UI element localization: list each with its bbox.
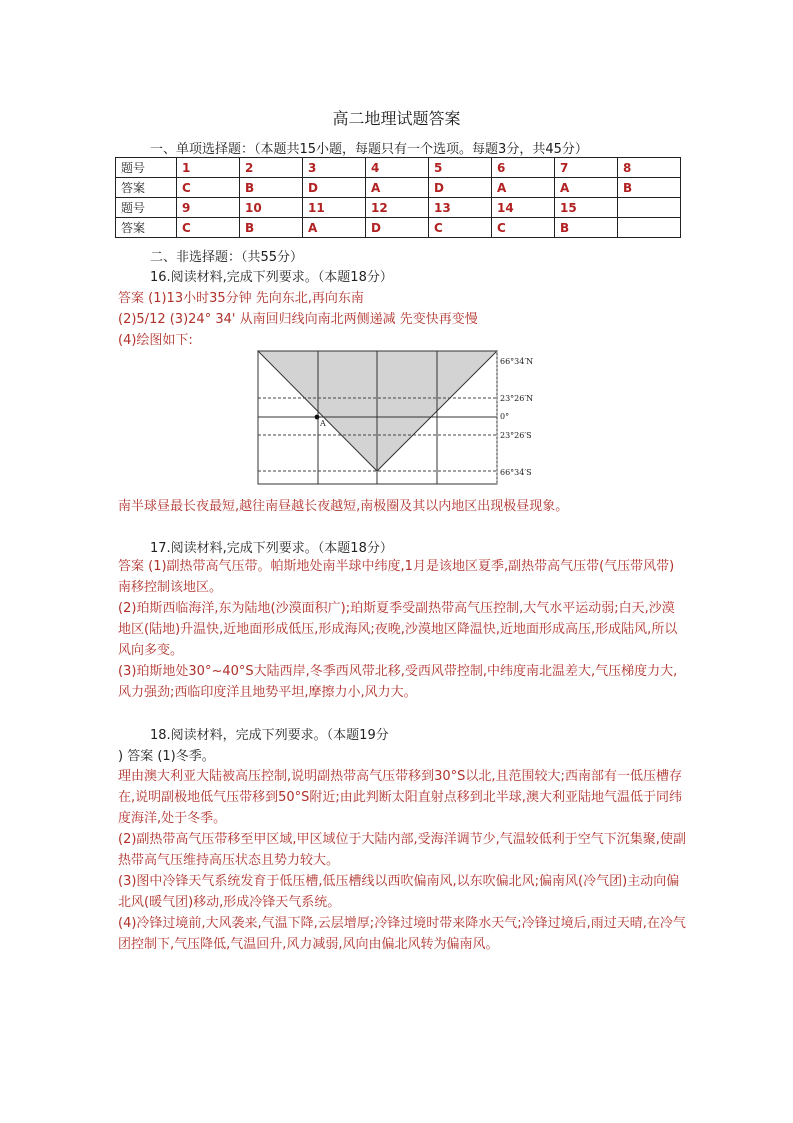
table-cell: 12 — [366, 198, 429, 218]
table-cell — [618, 218, 681, 238]
table-cell: 5 — [429, 158, 492, 178]
point-a-label: A — [320, 419, 326, 428]
table-cell: 3 — [303, 158, 366, 178]
table-cell: C — [429, 218, 492, 238]
table-cell: A — [555, 178, 618, 198]
point-a — [315, 415, 320, 420]
table-cell: B — [618, 178, 681, 198]
table-cell: B — [240, 218, 303, 238]
row-header: 题号 — [116, 158, 177, 178]
table-row — [116, 198, 681, 218]
q18-answer-4: (4)冷锋过境前,大风袭来,气温下降,云层增厚;冷锋过境时带来降水天气;冷锋过境后,雨过天晴,在冷气团控制下,气压降低,气温回升,风力减弱,风向由偏北风转为偏南风。 — [118, 916, 686, 952]
table-cell: 9 — [177, 198, 240, 218]
row-header: 答案 — [116, 178, 177, 198]
table-cell: 10 — [240, 198, 303, 218]
table-cell: D — [366, 218, 429, 238]
latitude-diagram — [250, 346, 550, 488]
table-cell: 4 — [366, 158, 429, 178]
table-cell: D — [429, 178, 492, 198]
lat-label: 23°26′S — [500, 431, 532, 440]
page-title: 高二地理试题答案 — [332, 109, 461, 128]
q18-answer-2: (2)副热带高气压带移至甲区域,甲区域位于大陆内部,受海洋调节少,气温较低利于空气下沉集聚,使副热带高气压维持高压状态且势力较大。 — [118, 832, 686, 868]
table-cell: 1 — [177, 158, 240, 178]
table-cell: A — [303, 218, 366, 238]
section1-heading: 一、单项选择题：（本题共15小题，每题只有一个选项。每题3分，共45分） — [150, 142, 588, 157]
q16-conclusion: 南半球昼最长夜最短,越往南昼越长夜越短,南极圈及其以内地区出现极昼现象。 — [118, 499, 569, 514]
q18-answer-3: (3)图中冷锋天气系统发育于低压槽,低压槽线以西吹偏南风,以东吹偏北风;偏南风(冷气团)主动向偏北风(暖气团)移动,形成冷锋天气系统。 — [118, 874, 680, 910]
table-cell: C — [177, 178, 240, 198]
table-cell: B — [240, 178, 303, 198]
table-cell: A — [366, 178, 429, 198]
table-cell: D — [303, 178, 366, 198]
table-cell: 8 — [618, 158, 681, 178]
q16-header: 16.阅读材料,完成下列要求。（本题18分） — [150, 270, 393, 285]
table-cell: A — [492, 178, 555, 198]
table-cell: 14 — [492, 198, 555, 218]
table-cell: 13 — [429, 198, 492, 218]
table-cell: 6 — [492, 158, 555, 178]
table-cell: 11 — [303, 198, 366, 218]
lat-label: 23°26′N — [500, 394, 534, 403]
table-cell: B — [555, 218, 618, 238]
q18-answer-1: 理由澳大利亚大陆被高压控制,说明副热带高气压带移到30°S以北,且范围较大;西南部有一低压槽存在,说明副极地低气压带移到50°S附近;由此判断太阳直射点移到北半球,澳大利亚陆地气温低于同纬度海洋,处于冬季。 — [118, 769, 682, 826]
table-cell: C — [492, 218, 555, 238]
table-cell: C — [177, 218, 240, 238]
table-cell: 15 — [555, 198, 618, 218]
q17-answer-3: (3)珀斯地处30°~40°S大陆西岸,冬季西风带北移,受西风带控制,中纬度南北温差大,气压梯度力大,风力强劲;西临印度洋且地势平坦,摩擦力小,风力大。 — [118, 664, 678, 700]
lat-label: 66°34′N — [500, 357, 534, 366]
table-cell — [618, 198, 681, 218]
q16-answer-line2: (2)5/12 (3)24° 34' 从南回归线向南北两侧递减 先变快再变慢 — [118, 312, 478, 327]
lat-label: 66°34′S — [500, 468, 532, 477]
q17-answer-2: (2)珀斯西临海洋,东为陆地(沙漠面积广);珀斯夏季受副热带高气压控制,大气水平运动弱;白天,沙漠地区(陆地)升温快,近地面形成低压,形成海风;夜晚,沙漠地区降温快,近地面形成高压,形成陆风,所以风向多变。 — [118, 601, 678, 658]
table-cell: 7 — [555, 158, 618, 178]
section2-heading: 二、非选择题：（共55分） — [150, 250, 304, 265]
table-row — [116, 218, 681, 238]
q17-answer-1: 答案 (1)副热带高气压带。帕斯地处南半球中纬度,1月是该地区夏季,副热带高气压带(气压带风带)南移控制该地区。 — [118, 559, 675, 595]
answer-table — [115, 157, 681, 238]
q16-answer-line3: (4)绘图如下: — [118, 333, 193, 348]
row-header: 答案 — [116, 218, 177, 238]
q18-answer-line: ) 答案 (1)冬季。 — [118, 749, 215, 764]
q17-header: 17.阅读材料,完成下列要求。（本题18分） — [150, 541, 393, 556]
q18-header: 18.阅读材料，完成下列要求。（本题19分 — [150, 728, 389, 743]
row-header: 题号 — [116, 198, 177, 218]
table-row — [116, 158, 681, 178]
table-row — [116, 178, 681, 198]
q16-answer-line1: 答案 (1)13小时35分钟 先向东北,再向东南 — [118, 291, 364, 306]
table-cell: 2 — [240, 158, 303, 178]
lat-label: 0° — [500, 412, 510, 421]
